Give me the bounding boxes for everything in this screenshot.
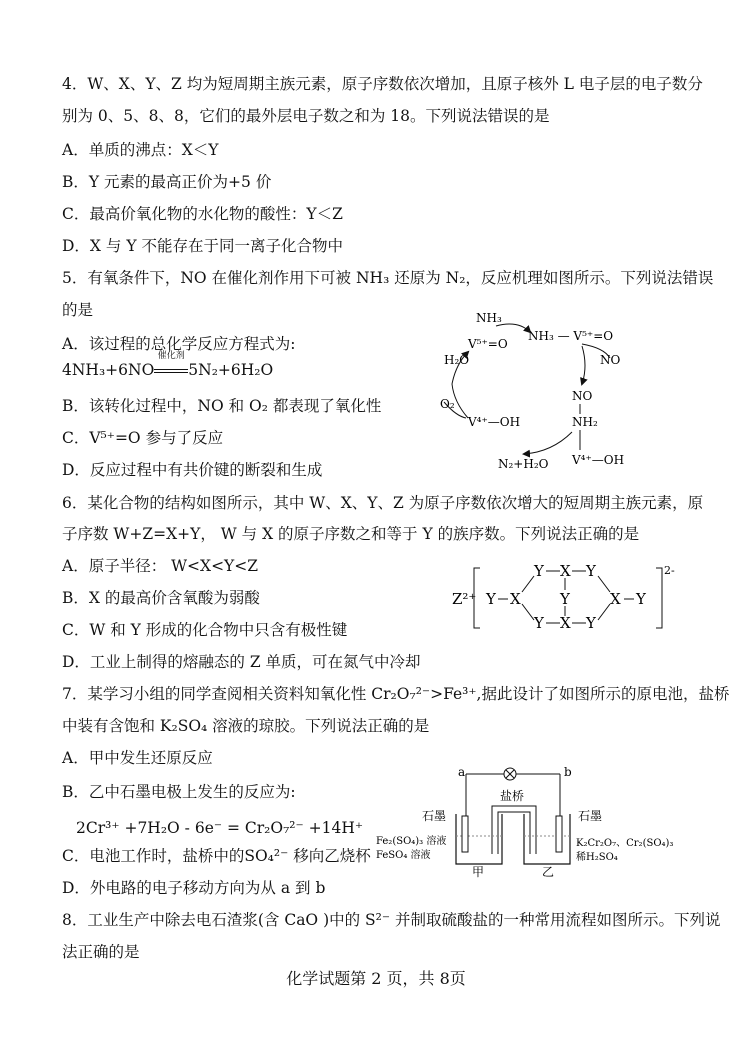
cell-left-solution-1: Fe₂(SO₄)₃ 溶液 <box>376 836 447 847</box>
cell-right-solution-2: 稀H₂SO₄ <box>576 852 618 863</box>
q4-option-d: D．X 与 Y 不能存在于同一离子化合物中 <box>62 237 343 255</box>
q7-galvanic-cell-diagram <box>368 764 674 879</box>
q7-option-b-equation: 2Cr³⁺ +7H₂O - 6e⁻ = Cr₂O₇²⁻ +14H⁺ <box>76 819 364 837</box>
mech-no-in: NO <box>600 353 621 367</box>
q7-stem-line1: 7．某学习小组的同学查阅相关资料知氧化性 Cr₂O₇²⁻>Fe³⁺,据此设计了如图所示的原电池，盐桥 <box>62 685 730 703</box>
q5-option-a: A．该过程的总化学反应方程式为: <box>62 335 296 353</box>
cell-right-solution-1: K₂Cr₂O₇、Cr₂(SO₄)₃ <box>576 838 674 849</box>
q6-option-d: D．工业上制得的熔融态的 Z 单质，可在氮气中冷却 <box>62 653 421 671</box>
q6-stem-line2: 子序数 W+Z=X+Y， W 与 X 的原子序数之和等于 Y 的族序数。下列说法正确的是 <box>62 525 640 543</box>
q4-option-b: B．Y 元素的最高正价为+5 价 <box>62 173 272 191</box>
struct-cation: Z²⁺ <box>452 590 477 608</box>
q4-option-c: C．最高价氧化物的水化物的酸性：Y＜Z <box>62 205 343 223</box>
mech-nh3-v5o: NH₃ — V⁵⁺=O <box>528 329 614 343</box>
struct-y-mid: Y <box>560 590 570 608</box>
q5-stem-line2: 的是 <box>62 301 94 319</box>
q5-option-c: C．V⁵⁺=O 参与了反应 <box>62 429 224 447</box>
cell-label-yi: 乙 <box>542 865 555 879</box>
q5-option-b: B．该转化过程中，NO 和 O₂ 都表现了氧化性 <box>62 397 382 415</box>
q7-stem-line2: 中装有含饱和 K₂SO₄ 溶液的琼胶。下列说法正确的是 <box>62 717 430 735</box>
q7-option-d: D．外电路的电子移动方向为从 a 到 b <box>62 879 326 897</box>
q5-eq-left: 4NH₃+6NO <box>62 361 155 379</box>
struct-x-top: X <box>560 562 571 580</box>
q5-mechanism-diagram <box>432 306 632 476</box>
q5-stem-line1: 5．有氧条件下，NO 在催化剂作用下可被 NH₃ 还原为 N₂，反应机理如图所示。下列说法错误 <box>62 269 714 287</box>
struct-y-tr: Y <box>586 562 596 580</box>
q6-stem-line1: 6．某化合物的结构如图所示，其中 W、X、Y、Z 为原子序数依次增大的短周期主族元素，原 <box>62 494 704 512</box>
q8-stem-line1: 8．工业生产中除去电石渣浆(含 CaO )中的 S²⁻ 并制取硫酸盐的一种常用流程如图所示。下列说 <box>62 911 721 929</box>
q6-option-c: C．W 和 Y 形成的化合物中只含有极性键 <box>62 621 348 639</box>
q7-option-b: B．乙中石墨电极上发生的反应为: <box>62 783 296 801</box>
q4-stem-line1: 4．W、X、Y、Z 均为短周期主族元素，原子序数依次增加，且原子核外 L 电子层的电子数分 <box>62 75 703 93</box>
cell-label-a: a <box>458 765 466 779</box>
mech-n2h2o: N₂+H₂O <box>498 457 549 471</box>
q8-stem-line2: 法正确的是 <box>62 943 140 961</box>
cell-graphite-label-right: 石墨 <box>578 809 603 823</box>
mech-nh3: NH₃ <box>476 311 502 325</box>
struct-y-right: Y <box>636 590 646 608</box>
mech-nh2: NH₂ <box>572 415 598 429</box>
mech-h2o: H₂O <box>444 353 470 367</box>
mech-v4oh-left: V⁴⁺—OH <box>468 415 521 429</box>
cell-salt-bridge-label: 盐桥 <box>500 789 525 803</box>
cell-left-solution-2: FeSO₄ 溶液 <box>376 850 431 861</box>
q7-option-a: A．甲中发生还原反应 <box>62 749 213 767</box>
cell-label-jia: 甲 <box>472 865 485 879</box>
mech-o2: O₂ <box>440 397 455 411</box>
struct-y-br: Y <box>586 614 596 632</box>
cell-label-b: b <box>564 765 572 779</box>
struct-y-bl: Y <box>534 614 544 632</box>
q5-eq-catalyst: 催化剂 <box>157 351 185 361</box>
mech-no-bound: NO <box>572 389 593 403</box>
mech-v5o-left: V⁵⁺=O <box>468 337 508 351</box>
cell-graphite-left <box>462 816 468 852</box>
q5-eq-right: 5N₂+6H₂O <box>188 361 274 379</box>
q4-option-a: A．单质的沸点：X＜Y <box>62 141 219 159</box>
q6-structure-diagram <box>450 560 680 636</box>
struct-x-left: X <box>510 590 521 608</box>
mech-v4oh-right: V⁴⁺—OH <box>572 453 625 467</box>
q6-option-a: A．原子半径： W<X<Y<Z <box>62 557 259 575</box>
cell-graphite-label-left: 石墨 <box>422 809 447 823</box>
struct-y-left: Y <box>486 590 496 608</box>
struct-y-tl: Y <box>534 562 544 580</box>
q4-stem-line2: 别为 0、5、8、8，它们的最外层电子数之和为 18。下列说法错误的是 <box>62 107 550 125</box>
q6-option-b: B．X 的最高价含氧酸为弱酸 <box>62 589 260 607</box>
page-footer: 化学试题第 2 页，共 8页 <box>286 969 466 988</box>
q5-option-a-equation <box>62 351 274 380</box>
q7-option-c: C．电池工作时，盐桥中的SO₄²⁻ 移向乙烧杯 <box>62 847 371 865</box>
cell-graphite-right <box>556 816 562 852</box>
struct-charge: 2- <box>664 564 675 577</box>
q5-eq-arrow <box>154 351 188 380</box>
struct-x-bot: X <box>560 614 571 632</box>
q5-option-d: D．反应过程中有共价键的断裂和生成 <box>62 461 323 479</box>
struct-x-right: X <box>610 590 621 608</box>
